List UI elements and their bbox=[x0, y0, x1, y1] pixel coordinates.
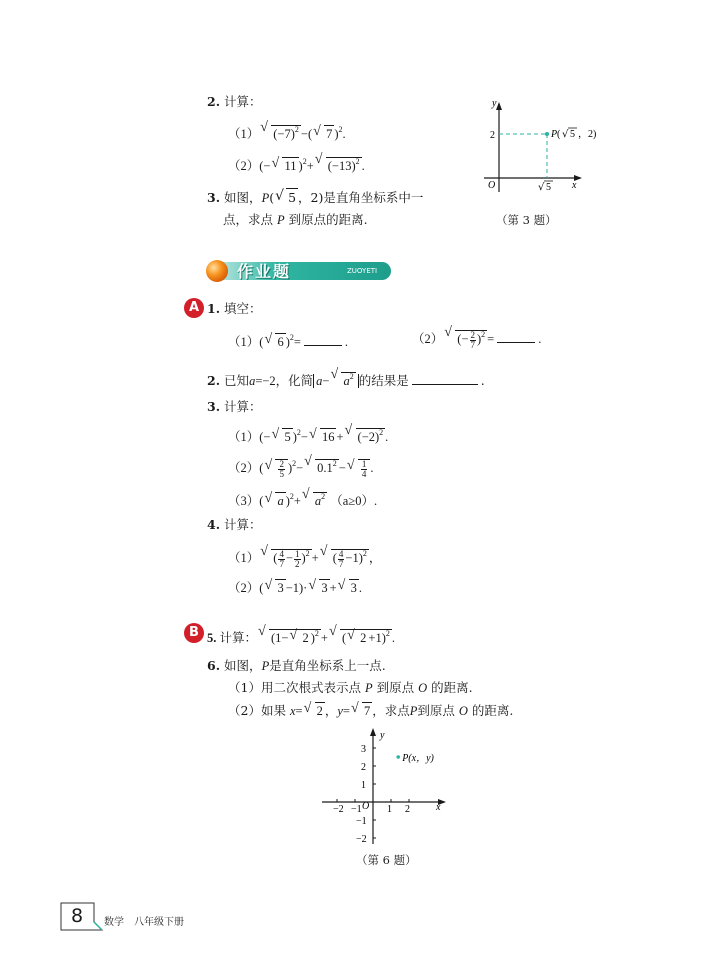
figure-6-ticks bbox=[333, 744, 410, 845]
exercise-3-line-1: 3. 如图，P(√ 5 ，2)是直角坐标系中一 bbox=[207, 190, 423, 206]
homework-3-heading: 3. 计算： bbox=[207, 399, 262, 414]
homework-4-heading: 4. 计算： bbox=[207, 517, 262, 532]
figure-6-point-label: P(x，y) bbox=[402, 753, 434, 764]
figure-6-point-p bbox=[396, 755, 400, 759]
exercise-3-line-2: 点，求点 P 到原点的距离. bbox=[223, 212, 368, 227]
figure-6-x-tick-label: −2 bbox=[333, 804, 344, 815]
homework-3-part-1: （1）(−√ 5 )$^2$−√ 16 +√ $(-2)^2$ . bbox=[228, 425, 388, 445]
svg-text:√: √ bbox=[562, 129, 569, 140]
figure-6-y-tick-label: 2 bbox=[361, 762, 366, 773]
figure-3-point-p bbox=[545, 132, 549, 136]
figure-6-y-tick-label: −2 bbox=[356, 834, 367, 845]
figure-3-point-label bbox=[550, 128, 596, 140]
figure-6-x-tick-label: 2 bbox=[405, 804, 410, 815]
figure-6-x-tick-label: 1 bbox=[387, 804, 392, 815]
homework-section-header bbox=[203, 259, 391, 281]
figure-3-origin-label: O bbox=[488, 180, 496, 191]
figure-3-y-label: y bbox=[492, 98, 497, 109]
figure-6-y-tick-label: −1 bbox=[356, 816, 367, 827]
homework-2: 2. 已知a=−2，化简 a−√ $a^2$ 的结果是 . bbox=[207, 369, 485, 389]
figure-3-x-label: x bbox=[572, 180, 577, 191]
figure-6-x-label: x bbox=[436, 802, 441, 813]
homework-4-part-1: （1）√ ( $\frac{4}{7}$ − $\frac{1}{2}$ )$^2$ +√ ( $\frac{4}{7}$ −1)$^2$ ， bbox=[228, 546, 381, 569]
figure-3-y-tick-2: 2 bbox=[490, 130, 495, 141]
figure-6-x-tick-label: −1 bbox=[351, 804, 362, 815]
exercise-2-heading: 2. 计算： bbox=[207, 94, 262, 109]
homework-6-heading: 6. 如图，P是直角坐标系上一点. bbox=[207, 658, 386, 673]
figure-3-caption: （第 3 题） bbox=[496, 213, 557, 227]
svg-text:，2): ，2) bbox=[578, 129, 597, 140]
svg-text:(: ( bbox=[557, 129, 561, 140]
orange-ball-icon bbox=[206, 260, 228, 282]
svg-text:P: P bbox=[551, 129, 558, 140]
answer-blank[interactable] bbox=[412, 374, 478, 385]
svg-text:5: 5 bbox=[546, 182, 551, 193]
homework-1-part-2: （2）√ (− $\frac{2}{7}$ )$^2$ = . bbox=[412, 327, 541, 350]
figure-6-caption: （第 6 题） bbox=[356, 853, 417, 867]
figure-6-y-tick-label: 3 bbox=[361, 744, 366, 755]
figure-3-y-arrow bbox=[496, 102, 502, 110]
homework-6-part-1: （1）用二次根式表示点 P 到原点 O 的距离. bbox=[228, 680, 473, 695]
section-title: 作业题 bbox=[237, 262, 292, 281]
homework-5: 5. 计算：√ (1−√ 2 )$^2$ +√ (√ 2 +1)$^2$ . bbox=[207, 626, 395, 646]
svg-text:√: √ bbox=[538, 182, 545, 193]
figure-6-origin-label: O bbox=[362, 801, 370, 812]
page-number: 8 bbox=[70, 905, 84, 927]
figure-6-axes bbox=[322, 728, 446, 844]
answer-blank[interactable] bbox=[497, 332, 535, 343]
homework-3-part-2: （2）( √ $\frac{2}{5}$ )$^2$−√ $0.1^2$ − √ $\frac{1}{4}$ . bbox=[228, 456, 373, 479]
exercise-2-part-2: （2）(−√ 11 )$^2$+√ $(-13)^2$ . bbox=[228, 154, 365, 174]
answer-blank[interactable] bbox=[304, 335, 342, 346]
level-b-badge: B bbox=[184, 623, 204, 643]
homework-3-part-3: （3）(√ a )$^2$+√ $a^2$ （a≥0）. bbox=[228, 489, 377, 509]
figure-6-coordinate-plot bbox=[318, 724, 454, 848]
section-subtitle: ZUOYETI bbox=[347, 267, 378, 275]
figure-3-coordinate-plot bbox=[470, 92, 620, 204]
book-title: 数学 八年级下册 bbox=[104, 917, 184, 928]
figure-3-x-tick-sqrt5 bbox=[538, 181, 553, 193]
exercise-2-part-1: （1）√ $(-7)^2$ −(√ 7 )$^2$. bbox=[228, 122, 346, 142]
homework-1-heading: 1. 填空： bbox=[207, 301, 262, 316]
homework-4-part-2: （2）(√ 3 −1)·√ 3 +√ 3 . bbox=[228, 580, 362, 596]
svg-text:5: 5 bbox=[570, 129, 575, 140]
figure-6-y-tick-label: 1 bbox=[361, 780, 366, 791]
figure-6-y-arrow bbox=[370, 728, 376, 736]
homework-6-part-2: （2）如果 x=√ 2 ，y=√ 7 ，求点P到原点 O 的距离. bbox=[228, 703, 513, 719]
level-a-badge: A bbox=[184, 298, 204, 318]
figure-6-y-label: y bbox=[380, 730, 385, 741]
homework-1-part-1: （1）(√ 6 )$^2$= . bbox=[228, 330, 348, 350]
